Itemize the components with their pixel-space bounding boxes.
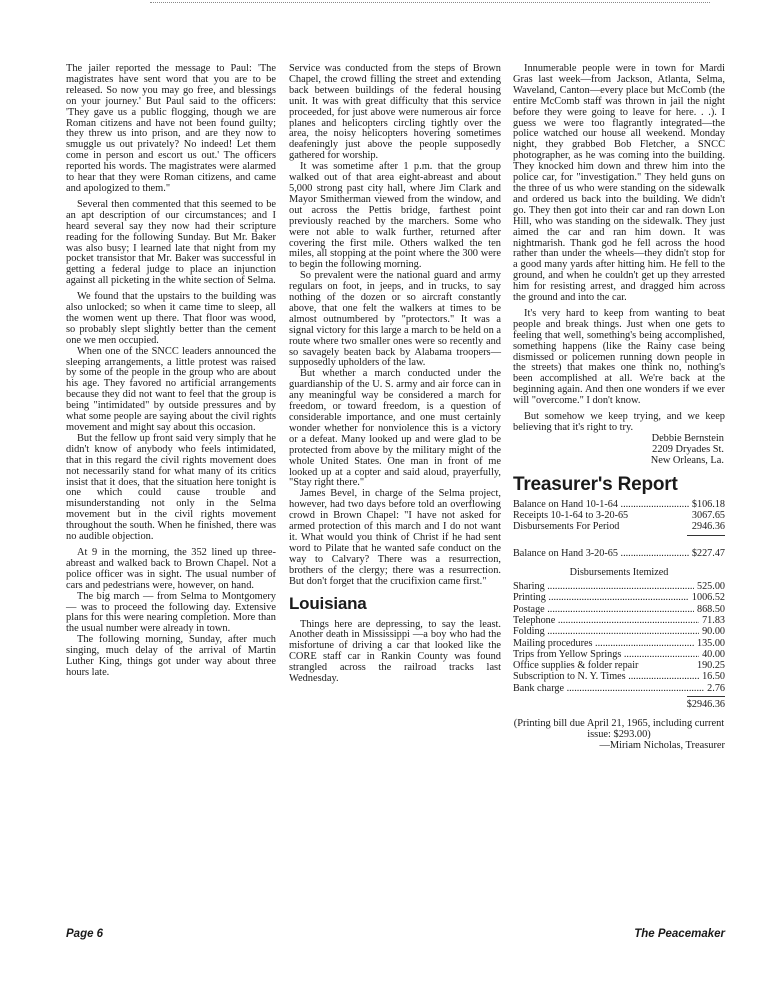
- ledger-amount: 3067.65: [691, 509, 725, 521]
- ledger-item: [513, 581, 725, 592]
- ledger-amount: 1006.52: [691, 592, 725, 604]
- note-text: (Printing bill due April 21, 1965, including current issue: $293.00): [513, 718, 725, 741]
- ledger-label: Mailing procedures .....: [513, 638, 694, 649]
- sum-rule: [687, 535, 725, 536]
- ledger-item: [513, 615, 725, 626]
- ledger-item: [513, 649, 725, 660]
- paragraph: The big march — from Selma to Montgomery — was to proceed the following day. Extensive plans for this were nearing completion. More than the usual number were already in town.: [66, 590, 276, 635]
- paragraph: The jailer reported the message to Paul: 'The magistrates have sent word that you are to be released. So now you may go free, and blessings on your journey.' But Paul said to the officers: 'They gave us a public flogging, though we are Roman citizens and have not been found guilty; they threw us into prison, and are they now to smuggle us out privately? No indeed! Let them come in person and escort us out.' The officers reported his words. The magistrates were alarmed to hear that they were Roman citizens, and came and apologized to them.": [66, 63, 276, 194]
- paragraph: The following morning, Sunday, after much singing, much delay of the arrival of Martin Luther King, things got under way about three hours late.: [66, 634, 276, 678]
- ledger-item: [513, 626, 725, 637]
- ledger-item: [513, 604, 725, 615]
- ledger-label: Postage .....: [513, 604, 694, 615]
- paragraph: It's very hard to keep from wanting to beat people and break things. Just when one gets to feeling that well, something's being accomplished, something happens (like the Rainy case being dismissed or policemen running down people in the streets) that makes one think no, nothing's been accomplished at all. We're back at the beginning again. And then one wonders if we ever will "overcome." I don't know.: [513, 307, 725, 407]
- signature-city: New Orleans, La.: [650, 454, 724, 466]
- ledger-label: Balance on Hand 3-20-65 .....: [513, 548, 689, 559]
- paragraph: We found that the upstairs to the building was also unlocked; so when it came time to sleep, all the women went up there. That floor was wood, so probably slept slightly better than the cement one we men occupied.: [66, 291, 276, 346]
- ledger-amount: $106.18: [691, 498, 725, 510]
- printing-bill-note: [513, 718, 725, 751]
- paragraph: James Bevel, in charge of the Selma project, however, had two days before told an overflowing crowd in Brown Chapel: "I have not asked for armed protection of this march and I do not want it. What would you think of Christ if he had sent word to Pilate that he wanted safe conduct on the way to Calvary? There was a resurrection, brothers of the clergy; there was a resurrection. But don't forget that the crucifixion came first.": [289, 488, 501, 587]
- paragraph: Several then commented that this seemed to be an apt description of our circumstances; and I heard several say they now had their scripture reading for the following Sunday. But Mr. Baker was also busy; I learned late that night from my pocket transistor that Mr. Baker was successful in getting a federal judge to place an injunction against all picketing in the white section of Selma.: [66, 198, 276, 287]
- signature-address: 2209 Dryades St.: [652, 443, 724, 455]
- ledger-label: Sharing .....: [513, 581, 694, 592]
- paragraph: But whether a march conducted under the guardianship of the U. S. army and air force can in any meaningful way be considered a march for freedom, or toward freedom, is a question of considerable importance, and one must certainly wonder whether for nonviolence this is a victory or a defeat. Many looked up and were glad to be protected from above by the military might of the whole United States. One man in front of me looked up at a copter and said aloud, prayerfully, "Stay right there.": [289, 368, 501, 489]
- paragraph: Service was conducted from the steps of Brown Chapel, the crowd filling the street and extending back between buildings of the federal housing unit. It was with great difficulty that this service proceeded, for just above were numerous air force planes and helicopters circling tightly over the area, the noisy helicopters hovering sometimes deafeningly just above the people supposedly gathered for worship.: [289, 63, 501, 162]
- paragraph: So prevalent were the national guard and army regulars on foot, in jeeps, and in trucks, to say nothing of the dozen or so aircraft constantly above, that one felt the walkers at times to be almost outnumbered by "protectors." It was a signal victory for this large a march to be held on a route where two smaller ones were so recently and so savagely beaten back by Alabama troopers—supposedly upholders of the law.: [289, 270, 501, 369]
- ledger-row: [513, 510, 725, 521]
- paragraph: When one of the SNCC leaders announced the sleeping arrangements, a little protest was raised by some of the people in the group who are about his age. They favored no artificial arrangements because they did not want to feel that the group is being "intimidated" by outside pressures and by what some people are saying about the civil rights movement and might say about this occasion.: [66, 345, 276, 433]
- ledger-amount: 2.76: [707, 682, 725, 694]
- paragraph: Innumerable people were in town for Mardi Gras last week—from Jackson, Atlanta, Selma, Waveland, Canton—every place but McComb (the entire McComb staff was thrown in jail the night before they were going to leave for here. . .). I guess we were too flagrantly integrated—the police watched our house all weekend. Monday night, they grabbed Bob Fletcher, a SNCC photographer, as he was coming into the building. They knocked him down and threw him into the police car, for "investigation." They held guns on the three of us who were standing on the sidewalk and ordered us back into the building. We didn't go. They then got into their car and ran down Lon Hill, who was standing on the sidewalk. They just aimed the car and ran him down. It was nightmarish. Thank god he fell across the hood rather than under the wheels—they didn't stop for a good many yards after hitting him. He fell to the ground, and when he couldn't get up they arrested him for resisting arrest, and dragged him across the ground and into the car.: [513, 63, 725, 304]
- section-heading-louisiana: Louisiana: [289, 593, 367, 613]
- ledger-row: [513, 521, 725, 532]
- publication-name: The Peacemaker: [634, 928, 725, 940]
- column-2: [289, 64, 501, 685]
- treasurer-report-heading: Treasurer's Report: [513, 473, 678, 495]
- ledger-item: [513, 683, 725, 694]
- ledger-amount: 525.00: [696, 581, 725, 593]
- column-3: [513, 64, 725, 751]
- ledger-amount: 40.00: [702, 648, 725, 660]
- ledger-item: [513, 592, 725, 603]
- ledger-label: Bank charge .....: [513, 683, 704, 694]
- ledger-amount: 868.50: [696, 603, 725, 615]
- ledger-amount: 71.83: [702, 615, 725, 626]
- ledger-label: Disbursements For Period: [513, 521, 620, 533]
- ledger-label: Subscription to N. Y. Times .....: [513, 671, 699, 682]
- ledger-label: Folding .....: [513, 626, 699, 637]
- top-divider: [150, 2, 710, 3]
- ledger-label: Receipts 10-1-64 to 3-20-65: [513, 509, 629, 521]
- sum-rule: [687, 696, 725, 697]
- page-number: Page 6: [66, 928, 104, 940]
- ledger-label: Printing .....: [513, 592, 689, 603]
- ledger-amount: 190.25: [696, 660, 725, 672]
- paragraph: It was sometime after 1 p.m. that the group walked out of that area eight-abreast and about 5,000 strong past city hall, where Jim Clark and Mayor Smitherman viewed from the window, and out across the Pettis bridge, farthest point previously reached by the marchers. Some who were not able to walk further, returned after covering the first mile. Others walked the ten miles, all stopping at the point where the 300 were to begin the following morning.: [289, 161, 501, 271]
- ledger-amount: 16.50: [702, 671, 725, 683]
- column-1: [66, 64, 276, 679]
- ledger-item: [513, 671, 725, 682]
- signature-name: Debbie Bernstein: [651, 432, 724, 444]
- treasurer-ledger: [513, 499, 725, 711]
- paragraph: Things here are depressing, to say the least. Another death in Mississippi —a boy who had the misfortune of driving a car that looked like the CORE staff car in Rankin County was found strangled across the railroad tracks last Wednesday.: [289, 618, 501, 685]
- paragraph: But somehow we keep trying, and we keep believing that it's right to try.: [513, 411, 725, 433]
- ledger-label: Office supplies & folder repair: [513, 660, 639, 672]
- ledger-label: Trips from Yellow Springs .....: [513, 649, 699, 660]
- ledger-label: Telephone .....: [513, 615, 699, 626]
- ledger-item: [513, 638, 725, 649]
- ledger-amount: $227.47: [691, 547, 725, 559]
- ledger-row: [513, 499, 725, 510]
- ledger-amount: 135.00: [696, 637, 725, 649]
- disbursements-total: $2946.36: [686, 699, 725, 711]
- ledger-amount: 90.00: [702, 626, 725, 638]
- treasurer-signature: —Miriam Nicholas, Treasurer: [599, 740, 725, 752]
- paragraph: But the fellow up front said very simply that he didn't know of anybody who feels intimidated, that in this regard the civil rights movement does not necessarily stand for what many of its critics insist that it does, that the situation here tonight is one which could cause trouble and misunderstanding not only in the Selma movement but in the civil rights movement throughout the south. When he finished, there was no audible objection.: [66, 432, 276, 543]
- ledger-item: [513, 660, 725, 671]
- ledger-label: Balance on Hand 10-1-64 .....: [513, 499, 689, 510]
- ledger-balance-row: [513, 548, 725, 559]
- ledger-amount: 2946.36: [691, 521, 725, 533]
- paragraph: At 9 in the morning, the 352 lined up three-abreast and walked back to Brown Chapel. Not a police officer was in sight. The usual number of cars and pedestrians were, however, on hand.: [66, 546, 276, 591]
- disbursements-heading: Disbursements Itemized: [569, 566, 669, 578]
